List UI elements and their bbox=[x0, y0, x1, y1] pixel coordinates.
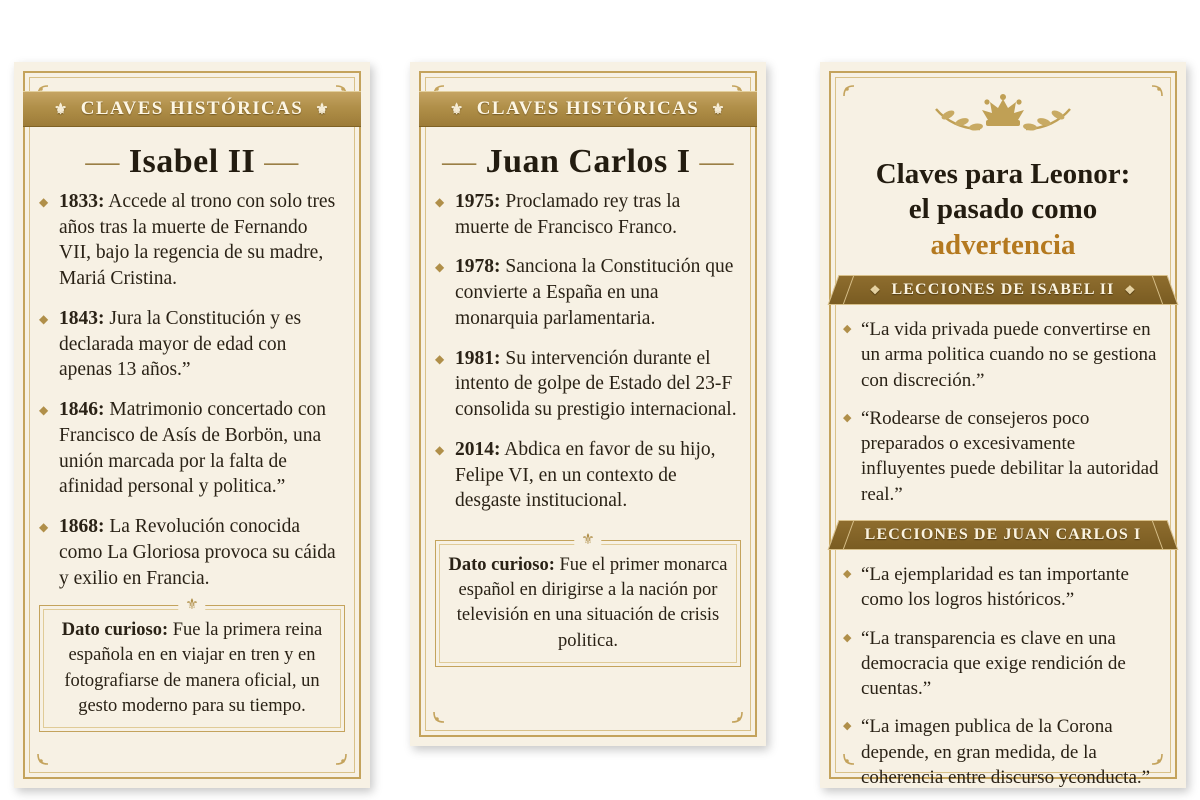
event-year: 1846: bbox=[59, 399, 105, 421]
timeline-list bbox=[427, 189, 749, 514]
event-year: 2014: bbox=[455, 438, 501, 460]
bullet-diamond-icon: ◆ bbox=[435, 260, 445, 275]
corner-ornament-icon bbox=[432, 698, 458, 724]
event-text: La Revolución conocida como La Gloriosa provoca su cáida y exilio en Francia. bbox=[59, 516, 336, 589]
fun-fact-box bbox=[435, 532, 741, 667]
event-text: Proclamado rey tras la muerte de Francisco Franco. bbox=[455, 191, 681, 238]
bullet-diamond-icon: ◆ bbox=[39, 520, 49, 535]
list-item bbox=[39, 397, 343, 500]
fun-fact-box bbox=[39, 597, 345, 732]
crown-laurel-icon bbox=[837, 93, 1169, 151]
quote-text: “La ejemplaridad es tan importante como los logros históricos.” bbox=[861, 563, 1129, 611]
section-header-isabel bbox=[841, 275, 1165, 305]
event-text: Jura la Constitución y es declarada mayor de edad con apenas 13 años.” bbox=[59, 307, 302, 381]
list-item bbox=[435, 189, 739, 240]
bullet-diamond-icon: ◆ bbox=[843, 411, 852, 424]
timeline-list bbox=[31, 189, 353, 591]
list-item bbox=[435, 346, 739, 423]
event-year: 1843: bbox=[59, 307, 105, 329]
card-isabel-ii bbox=[14, 62, 370, 788]
event-text: Su intervención durante el intento de golpe de Estado del 23-F consolida su prestigio internacional. bbox=[455, 347, 737, 421]
title-dash-left: — bbox=[85, 143, 120, 180]
ornament-icon: ❖ bbox=[869, 282, 882, 297]
section-header-label: LECCIONES DE ISABEL II bbox=[891, 281, 1115, 299]
list-item bbox=[843, 562, 1161, 613]
fun-fact-label: Dato curioso: bbox=[448, 555, 555, 576]
event-text: Sanciona la Constitución que convierte a España en una monarquia parlamentaria. bbox=[455, 256, 734, 329]
title-text: Juan Carlos I bbox=[485, 143, 691, 180]
fun-fact-text: Fue el primer monarca español en dirigirse a la nación por televisión en una situación de crisis politica. bbox=[456, 555, 728, 651]
title-dash-right: — bbox=[264, 143, 299, 180]
bullet-diamond-icon: ◆ bbox=[435, 351, 445, 366]
page-title bbox=[427, 143, 749, 181]
quote-text: “La transparencia es clave en una democracia que exige rendición de cuentas.” bbox=[861, 627, 1126, 700]
card-border bbox=[829, 71, 1177, 788]
banner-title: CLAVES HISTÓRICAS bbox=[476, 98, 700, 119]
fleur-de-lis-icon: ⚜ bbox=[574, 530, 601, 550]
card-banner bbox=[23, 91, 361, 127]
corner-ornament-icon bbox=[36, 740, 62, 766]
corner-ornament-icon bbox=[322, 740, 348, 766]
list-item bbox=[435, 254, 739, 331]
event-year: 1868: bbox=[59, 516, 105, 538]
card-claves-para-leonor bbox=[820, 62, 1186, 788]
bullet-diamond-icon: ◆ bbox=[435, 195, 445, 209]
card-border bbox=[23, 71, 361, 779]
list-item bbox=[843, 317, 1161, 393]
quote-text: “La imagen publica de la Corona depende, en gran medida, de la coherencia entre discurso yconducta.” bbox=[861, 716, 1151, 788]
page-title bbox=[843, 157, 1163, 263]
title-text: Isabel II bbox=[128, 143, 256, 180]
bullet-diamond-icon: ◆ bbox=[39, 195, 49, 209]
list-item bbox=[39, 514, 343, 591]
bullet-diamond-icon: ◆ bbox=[843, 631, 852, 644]
fleur-de-lis-icon: ⚜ bbox=[449, 101, 465, 118]
event-year: 1975: bbox=[455, 191, 501, 212]
fleur-de-lis-icon: ⚜ bbox=[178, 595, 205, 615]
bullet-diamond-icon: ◆ bbox=[39, 403, 49, 418]
fleur-de-lis-icon: ⚜ bbox=[53, 101, 69, 118]
title-highlight: advertencia bbox=[930, 228, 1076, 261]
lessons-list-isabel bbox=[837, 317, 1169, 507]
bullet-diamond-icon: ◆ bbox=[843, 567, 852, 580]
list-item bbox=[843, 714, 1161, 788]
event-text: Matrimonio concertado con Francisco de Asís de Borbön, una unión marcada por la falta de afinidad personal y politica.” bbox=[59, 399, 326, 498]
fleur-de-lis-icon: ⚜ bbox=[711, 101, 727, 118]
card-banner bbox=[419, 91, 757, 127]
page-title bbox=[31, 143, 353, 181]
event-text: Abdica en favor de su hijo, Felipe VI, en un contexto de desgaste institucional. bbox=[455, 438, 716, 512]
list-item bbox=[39, 306, 343, 383]
event-year: 1981: bbox=[455, 347, 501, 369]
bullet-diamond-icon: ◆ bbox=[843, 720, 852, 733]
corner-ornament-icon bbox=[718, 698, 744, 724]
event-year: 1833: bbox=[59, 191, 105, 212]
fun-fact-label: Dato curioso: bbox=[61, 620, 169, 641]
card-juan-carlos-i bbox=[410, 62, 766, 746]
list-item bbox=[843, 626, 1161, 702]
section-header-juan-carlos bbox=[841, 520, 1165, 550]
list-item bbox=[843, 406, 1161, 507]
section-header-label: LECCIONES DE JUAN CARLOS I bbox=[864, 525, 1142, 543]
bullet-diamond-icon: ◆ bbox=[435, 442, 445, 457]
title-dash-left: — bbox=[442, 143, 477, 180]
title-line-2-prefix: el pasado como bbox=[908, 193, 1098, 226]
fleur-de-lis-icon: ⚜ bbox=[315, 101, 331, 118]
list-item bbox=[39, 189, 343, 292]
bullet-diamond-icon: ◆ bbox=[843, 323, 852, 336]
ornament-icon: ❖ bbox=[1124, 282, 1137, 297]
event-text: Accede al trono con solo tres años tras la muerte de Fernando VII, bajo la regencia de su madre, Mariá Cristina. bbox=[59, 191, 336, 290]
event-year: 1978: bbox=[455, 256, 501, 278]
bullet-diamond-icon: ◆ bbox=[39, 311, 49, 326]
card-border bbox=[419, 71, 757, 737]
lessons-list-juan-carlos bbox=[837, 562, 1169, 788]
title-dash-right: — bbox=[699, 143, 734, 180]
list-item bbox=[435, 437, 739, 514]
quote-text: “La vida privada puede convertirse en un arma politica cuando no se gestiona con discreción.” bbox=[861, 319, 1157, 391]
title-line-2 bbox=[843, 192, 1163, 263]
banner-title: CLAVES HISTÓRICAS bbox=[80, 98, 304, 119]
title-line-1: Claves para Leonor: bbox=[875, 158, 1131, 190]
quote-text: “Rodearse de consejeros poco preparados o excesivamente influyentes puede debilitar la autoridad real.” bbox=[861, 407, 1159, 505]
fun-fact-text: Fue la primera reina española en en viajar en tren y en fotografiarse de manera oficial, un gesto moderno para su tiempo. bbox=[64, 620, 323, 716]
